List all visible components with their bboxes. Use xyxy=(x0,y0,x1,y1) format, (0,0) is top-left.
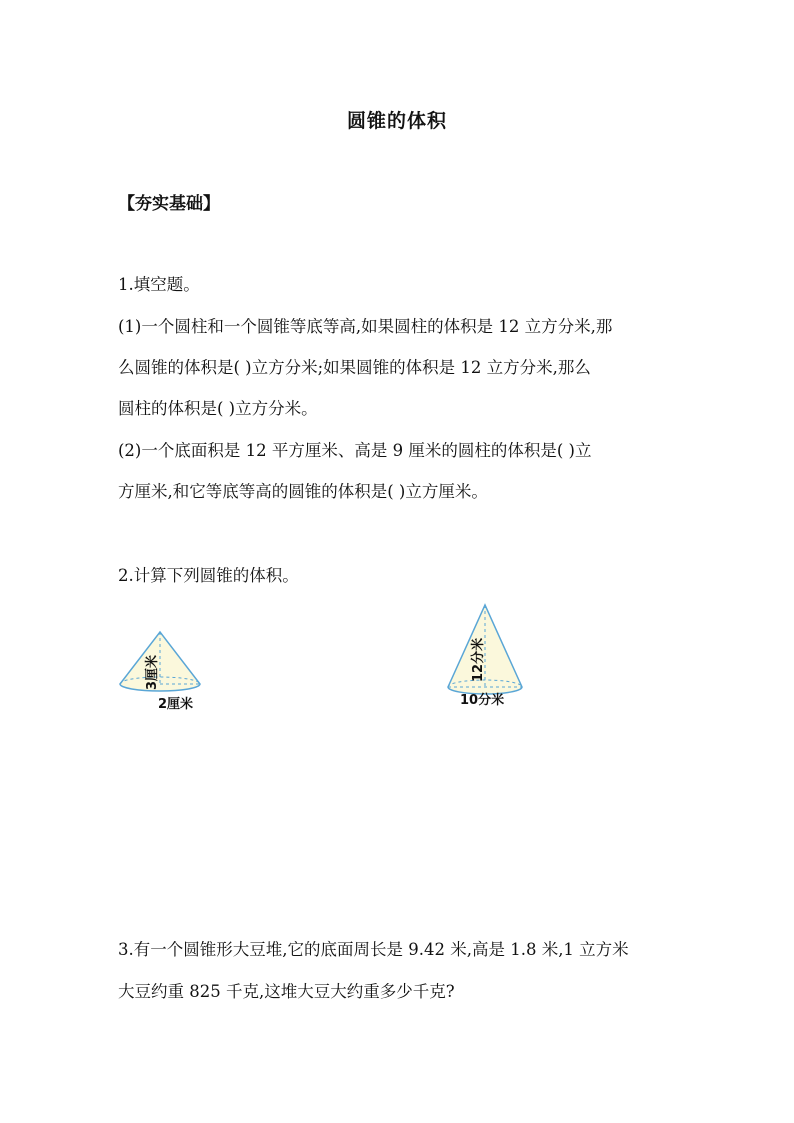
cone-1-height-label: 3厘米 xyxy=(145,654,160,690)
cone-figure-2 xyxy=(440,600,540,716)
section-heading: 【夯实基础】 xyxy=(118,194,220,214)
cone-2-height-label: 12分米 xyxy=(471,637,486,682)
question-3-line-2: 大豆约重 825 千克,这堆大豆大约重多少千克? xyxy=(118,982,455,1001)
question-1-heading: 1.填空题。 xyxy=(118,275,200,294)
question-1-line-2: 么圆锥的体积是( )立方分米;如果圆锥的体积是 12 立方分米,那么 xyxy=(118,358,591,377)
question-1-line-5: 方厘米,和它等底等高的圆锥的体积是( )立方厘米。 xyxy=(118,482,488,501)
cone-1-radius-label: 2厘米 xyxy=(158,697,194,712)
question-2-heading: 2.计算下列圆锥的体积。 xyxy=(118,566,299,585)
page-title: 圆锥的体积 xyxy=(346,110,447,132)
question-1-line-4: (2)一个底面积是 12 平方厘米、高是 9 厘米的圆柱的体积是( )立 xyxy=(118,441,592,460)
cone-figure-1 xyxy=(112,626,212,722)
cone-2-diameter-label: 10分米 xyxy=(460,693,505,708)
question-1-line-1: (1)一个圆柱和一个圆锥等底等高,如果圆柱的体积是 12 立方分米,那 xyxy=(118,317,613,336)
question-3-line-1: 3.有一个圆锥形大豆堆,它的底面周长是 9.42 米,高是 1.8 米,1 立方米 xyxy=(118,940,629,959)
question-1-line-3: 圆柱的体积是( )立方分米。 xyxy=(118,399,318,418)
